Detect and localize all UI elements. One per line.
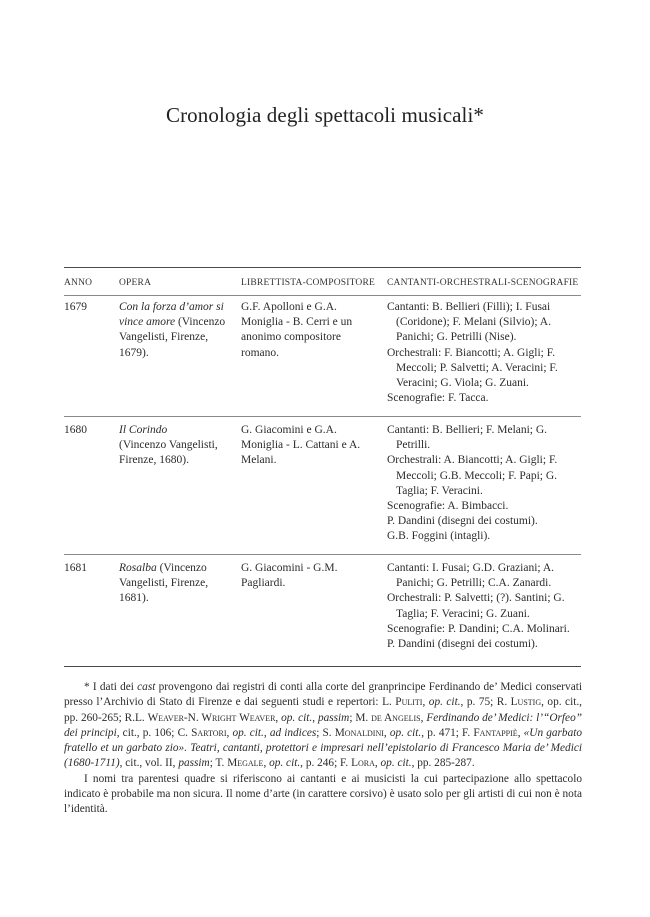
cast-line: P. Dandini (disegni dei costumi). — [387, 638, 538, 651]
page-title: Cronologia degli spettacoli musicali* — [165, 103, 485, 127]
cast-line: Scenografie: P. Dandini; C.A. Molinari. — [387, 622, 570, 635]
table-row-opera — [119, 561, 237, 607]
cast-line: Orchestrali: P. Salvetti; (?). Santini; G. Taglia; F. Veracini; G. Zuani. — [387, 592, 565, 620]
cast-line: P. Dandini (disegni dei costumi). — [387, 515, 538, 528]
cast-line: Orchestrali: A. Biancotti; A. Gigli; F. Meccoli; G.B. Meccoli; F. Papi; G. Taglia; F. Veracini. — [387, 454, 558, 497]
footnote — [64, 680, 582, 818]
opera-title: Con la forza d’amor si vince amore — [119, 301, 224, 329]
table-row-year: 1681 — [64, 562, 87, 574]
column-header-cantanti: CANTANTI-ORCHESTRALI-SCENOGRAFIE — [387, 278, 579, 288]
opera-publication: (Vincenzo Vangelisti, Firenze, 1679). — [119, 316, 226, 359]
table-row-cast — [387, 300, 583, 406]
table-row-opera — [119, 423, 237, 469]
cast-line: Scenografie: F. Tacca. — [387, 392, 489, 405]
column-header-opera: OPERA — [119, 278, 152, 288]
table-row-year: 1679 — [64, 301, 87, 313]
table-row-opera — [119, 300, 237, 361]
table-row-year: 1680 — [64, 424, 87, 436]
header-bottom-rule — [64, 295, 581, 296]
opera-title: Rosalba — [119, 562, 157, 574]
table-row-cast — [387, 423, 583, 545]
table-row-librettist: G. Giacomini e G.A. Moniglia - L. Cattani e A. Melani. — [241, 424, 361, 467]
row-divider — [64, 416, 581, 417]
cast-line: Scenografie: A. Bimbacci. — [387, 500, 509, 513]
cast-line: Orchestrali: F. Biancotti; A. Gigli; F. Meccoli; P. Salvetti; A. Veracini; F. Veracini; G. Viola; G. Zuani. — [387, 346, 558, 390]
cast-line: Cantanti: I. Fusai; G.D. Graziani; A. Panichi; G. Petrilli; C.A. Zanardi. — [387, 562, 555, 590]
footnote-paragraph: I nomi tra parentesi quadre si riferiscono ai cantanti e ai musicisti la cui partecipazione allo spettacolo indicato è probabile ma non sicura. Il nome d’arte (in carattere corsivo) è usato solo per gli artisti di cui non è nota l’identità. — [64, 772, 582, 816]
cast-line: Cantanti: B. Bellieri (Filli); I. Fusai (Coridone); F. Melani (Silvio); A. Panichi; G. Petrilli (Nise). — [387, 301, 551, 344]
table-row-librettist: G.F. Apolloni e G.A. Moniglia - B. Cerri e un anonimo compositore romano. — [241, 301, 353, 359]
opera-title: Il Corindo — [119, 424, 168, 436]
row-divider — [64, 554, 581, 555]
cast-line: G.B. Foggini (intagli). — [387, 530, 491, 543]
table-top-rule — [64, 267, 581, 268]
opera-publication: (Vincenzo Vangelisti, Firenze, 1681). — [119, 562, 209, 605]
footnote-paragraph: * I dati dei cast provengono dai registri di conti alla corte del granprincipe Ferdinando de’ Medici conservati presso l’Archivio di Stato di Firenze e dai seguenti studi e repertori: L. Puliti, op. cit., p. 75; R. Lustig, op. cit., pp. 260-265; R.L. Weaver-N. Wright Weaver, op. cit., passim; M. de Angelis, Ferdinando de’ Medici: l’“Orfeo” dei principi, cit., p. 106; C. Sartori, op. cit., ad indices; S. Monaldini, op. cit., p. 471; F. Fantappiè, «Un garbato fratello et un garbato zio». Teatri, cantanti, protettori e impresari nell’epistolario di Francesco Maria de’ Medici (1680-1711), cit., vol. II, passim; T. Megale, op. cit., p. 246; F. Lora, op. cit., pp. 285-287. — [64, 681, 583, 770]
table-row-librettist: G. Giacomini - G.M. Pagliardi. — [241, 562, 338, 590]
column-header-anno: ANNO — [64, 278, 93, 288]
column-header-librettista: LIBRETTISTA-COMPOSITORE — [241, 278, 376, 288]
table-bottom-rule — [64, 666, 581, 667]
opera-publication: (Vincenzo Vangelisti, Firenze, 1680). — [119, 439, 218, 467]
cast-line: Cantanti: B. Bellieri; F. Melani; G. Petrilli. — [387, 424, 548, 452]
table-row-cast — [387, 561, 583, 652]
